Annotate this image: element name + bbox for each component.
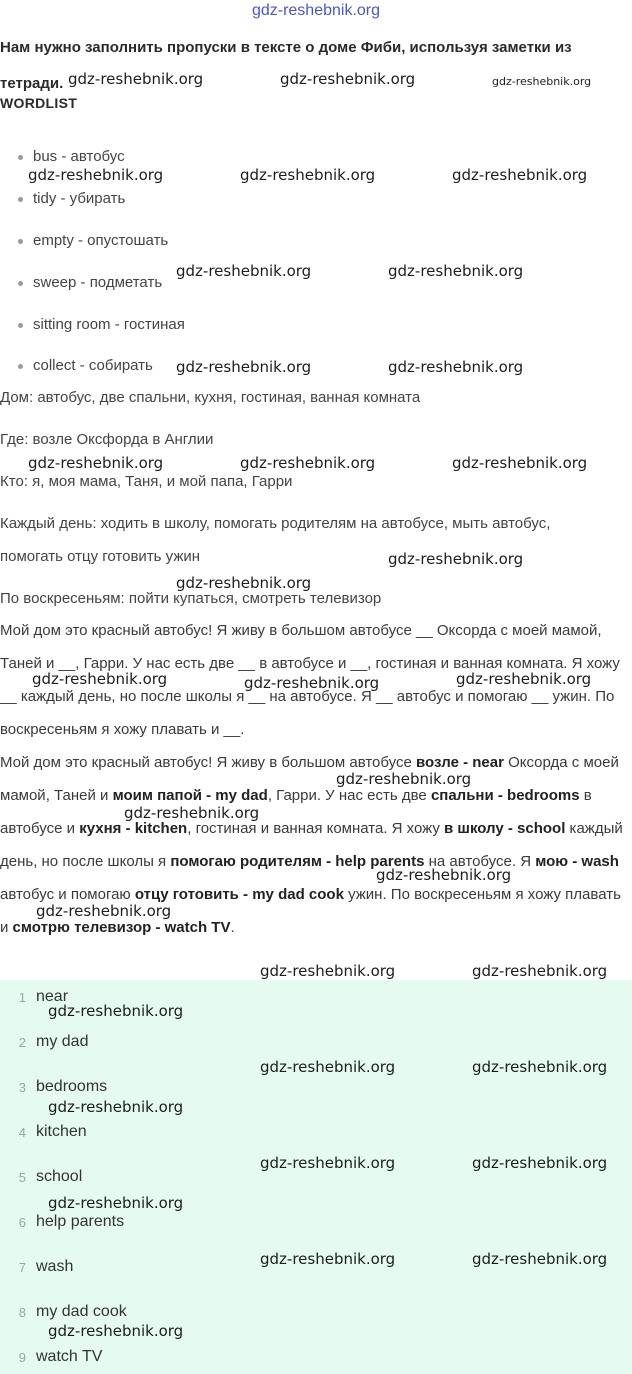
answer-highlight: спальни - bedrooms	[430, 787, 580, 804]
watermark: gdz-reshebnik.org	[244, 674, 380, 692]
watermark: gdz-reshebnik.org	[452, 166, 588, 184]
note-where: Где: возле Оксфорда в Англии	[0, 431, 214, 448]
watermark: gdz-reshebnik.org	[28, 454, 164, 472]
watermark: gdz-reshebnik.org	[48, 1322, 184, 1340]
watermark: gdz-reshebnik.org	[176, 574, 312, 592]
watermark: gdz-reshebnik.org	[376, 866, 512, 884]
wordlist-item: collect - собирать	[18, 357, 153, 374]
watermark: gdz-reshebnik.org	[36, 902, 172, 920]
watermark: gdz-reshebnik.org	[240, 454, 376, 472]
watermark: gdz-reshebnik.org	[280, 70, 416, 88]
note-every-day: Каждый день: ходить в школу, помогать родителям на автобусе, мыть автобус,	[0, 515, 551, 532]
watermark: gdz-reshebnik.org	[260, 1250, 396, 1268]
answer-highlight: возле - near	[416, 754, 504, 771]
watermark: gdz-reshebnik.org	[124, 804, 260, 822]
watermark: gdz-reshebnik.org	[260, 1058, 396, 1076]
answers-block: 1 near 2 my dad 3 bedrooms 4 kitchen 5 school 6 help parents 7 wash 8 my dad cook 9 watch TV	[0, 980, 632, 1374]
answer-highlight: мою - wash	[535, 853, 619, 870]
gap-text: Мой дом это красный автобус! Я живу в большом автобусе __ Оксорда с моей мамой, Таней и __, Гарри. У нас есть две __ в автобусе и __, гостиная и ванная комната. Я хожу __ каждый день, но после школы я __ на автобусе. Я __ автобус и помогаю __ ужин. По воскресеньям я хожу плавать и __.	[0, 622, 620, 738]
watermark: gdz-reshebnik.org	[472, 1058, 608, 1076]
watermark: gdz-reshebnik.org	[28, 166, 164, 184]
watermark: gdz-reshebnik.org	[32, 670, 168, 688]
watermark: gdz-reshebnik.org	[456, 670, 592, 688]
watermark: gdz-reshebnik.org	[260, 1154, 396, 1172]
watermark: gdz-reshebnik.org	[68, 70, 204, 88]
watermark: gdz-reshebnik.org	[336, 770, 472, 788]
note-house: Дом: автобус, две спальни, кухня, гостиная, ванная комната	[0, 389, 421, 406]
watermark: gdz-reshebnik.org	[472, 1250, 608, 1268]
bullet-icon	[18, 281, 23, 286]
answer-highlight: смотрю телевизор - watch TV	[12, 919, 231, 936]
watermark: gdz-reshebnik.org	[260, 962, 396, 980]
watermark: gdz-reshebnik.org	[388, 262, 524, 280]
watermark: gdz-reshebnik.org	[48, 1098, 184, 1116]
watermark: gdz-reshebnik.org	[452, 454, 588, 472]
wordlist-item: bus - автобус	[18, 148, 125, 165]
watermark: gdz-reshebnik.org	[388, 550, 524, 568]
watermark: gdz-reshebnik.org	[176, 358, 312, 376]
wordlist-item: sweep - подметать	[18, 274, 162, 291]
watermark: gdz-reshebnik.org	[472, 962, 608, 980]
note-who: Кто: я, моя мама, Таня, и мой папа, Гарри	[0, 473, 293, 490]
bullet-icon	[18, 197, 23, 202]
answer-highlight: кухня - kitchen	[79, 820, 188, 837]
watermark: gdz-reshebnik.org	[176, 262, 312, 280]
note-every-day-cont: помогать отцу готовить ужин	[0, 548, 201, 565]
bullet-icon	[18, 323, 23, 328]
answer-highlight: в школу - school	[444, 820, 566, 837]
watermark: gdz-reshebnik.org	[492, 75, 592, 88]
watermark: gdz-reshebnik.org	[48, 1002, 184, 1020]
note-sundays: По воскресеньям: пойти купаться, смотреть телевизор	[0, 590, 382, 607]
answer-highlight: помогаю родителям - help parents	[170, 853, 425, 870]
wordlist-title: WORDLIST	[0, 95, 78, 111]
watermark: gdz-reshebnik.org	[48, 1194, 184, 1212]
site-link[interactable]: gdz-reshebnik.org	[251, 2, 381, 19]
filled-text: Мой дом это красный автобус! Я живу в большом автобусе возле - near Оксорда с моей мамой, Таней и моим папой - my dad, Гарри. У нас есть две спальни - bedrooms в автобусе и кухня - kitchen, гостиная и ванная комната. Я хожу в школу - school каждый день, но после школы я помогаю родителям - help parents на автобусе. Я мою - wash автобус и помогаю отцу готовить - my dad cook ужин. По воскресеньям я хожу плавать и смотрю телевизор - watch TV.	[0, 754, 623, 936]
bullet-icon	[18, 155, 23, 160]
wordlist-item: empty - опустошать	[18, 232, 168, 249]
watermark: gdz-reshebnik.org	[472, 1154, 608, 1172]
bullet-icon	[18, 239, 23, 244]
task-heading: Нам нужно заполнить пропуски в тексте о доме Фиби, используя заметки из тетради.	[0, 39, 572, 92]
wordlist-item: sitting room - гостиная	[18, 316, 185, 333]
watermark: gdz-reshebnik.org	[240, 166, 376, 184]
answer-highlight: моим папой - my dad	[112, 787, 268, 804]
wordlist-item: tidy - убирать	[18, 190, 125, 207]
watermark: gdz-reshebnik.org	[388, 358, 524, 376]
bullet-icon	[18, 364, 23, 369]
answer-highlight: отцу готовить - my dad cook	[134, 886, 344, 903]
